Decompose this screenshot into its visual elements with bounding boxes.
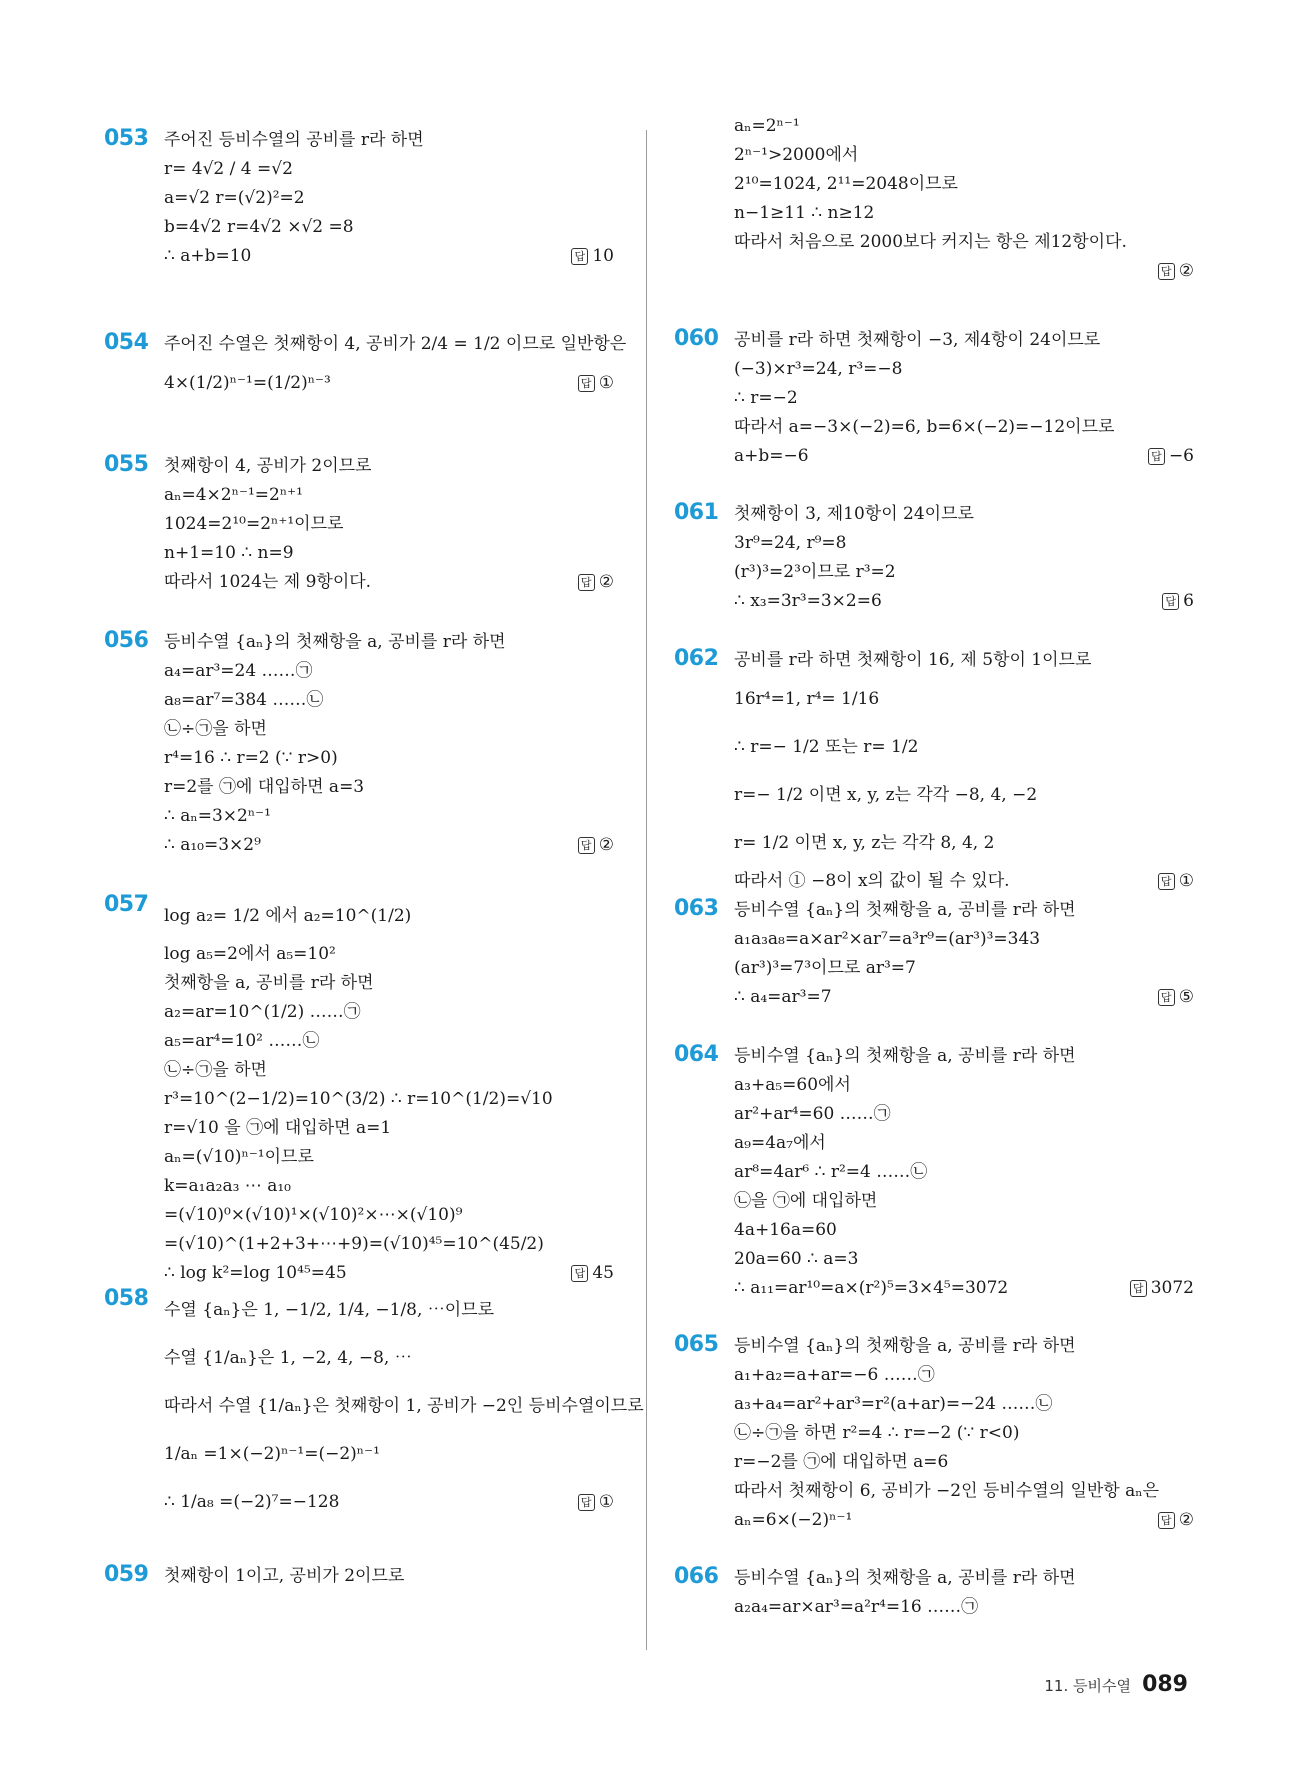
problem-number: 058 [104,1286,149,1311]
answer-value: ② [1178,261,1194,281]
solution-line [734,141,1194,170]
solution-text: r=2를 ㉠에 대입하면 a=3 [164,777,365,797]
solution-text: a₁a₃a₈=a×ar²×ar⁷=a³r⁹=(ar³)³=343 [734,929,1041,949]
problem-number: 063 [674,896,719,921]
solution-text: n+1=10 ∴ n=9 [164,543,294,563]
solution-line [734,257,1194,286]
answer-badge-icon: 답 [571,248,588,265]
solution-text: a₄=ar³=24 ……㉠ [164,661,313,681]
solution-text: a₅=ar⁴=10² ……㉡ [164,1031,320,1051]
solution-text: 1/aₙ =1×(−2)ⁿ⁻¹=(−2)ⁿ⁻¹ [164,1444,380,1464]
solution-text: ∴ a+b=10 [164,246,252,266]
answer-badge-icon: 답 [571,1265,588,1282]
solution-text: 첫째항을 a, 공비를 r라 하면 [164,973,374,993]
solution-line [734,326,1194,355]
solution-line [734,1071,1194,1100]
solution-text: 따라서 수열 {1/aₙ}은 첫째항이 1, 공비가 −2인 등비수열이므로 [164,1396,644,1416]
solution-line [734,983,1194,1012]
solution-line [164,126,614,155]
problem-number: 064 [674,1042,719,1067]
solution-line [164,1201,614,1230]
answer-value: 3072 [1150,1278,1194,1298]
solution-line [164,657,614,686]
solution-line [734,819,1194,867]
solution-text: r³=10^(2−1/2)=10^(3/2) ∴ r=10^(1/2)=√10 [164,1089,553,1109]
solution-text: r⁴=16 ∴ r=2 (∵ r>0) [164,748,338,768]
problem-number: 066 [674,1564,719,1589]
solution-line [164,892,614,940]
problem-number: 057 [104,892,149,917]
solution-text: 3r⁹=24, r⁹=8 [734,533,847,553]
solution-text: ㉡÷㉠을 하면 [164,719,267,739]
problem-number: 061 [674,500,719,525]
solution-text: r=−2를 ㉠에 대입하면 a=6 [734,1452,949,1472]
solution-line [734,529,1194,558]
solution-lines [734,896,1194,1012]
solution-text: aₙ=(√10)ⁿ⁻¹이므로 [164,1147,314,1167]
solution-text: log a₅=2에서 a₅=10² [164,944,336,964]
solution-line [734,1419,1194,1448]
solution-text: ∴ r=−2 [734,388,798,408]
solution-line [164,1478,614,1526]
answer [1130,1274,1194,1303]
problem-p064 [674,1042,1194,1303]
answer-value: 6 [1183,591,1194,611]
solution-text: ∴ aₙ=3×2ⁿ⁻¹ [164,806,271,826]
solution-lines [164,452,614,597]
solution-line [164,568,614,597]
solution-text: 공비를 r라 하면 첫째항이 −3, 제4항이 24이므로 [734,330,1101,350]
answer-value: ② [1178,1510,1194,1530]
answer-badge-icon: 답 [1158,873,1175,890]
answer-value: 45 [592,1263,614,1283]
problem-p054 [104,330,627,407]
solution-lines [734,500,1194,616]
solution-line [734,1245,1194,1274]
solution-line [164,213,614,242]
solution-line [734,1361,1194,1390]
solution-line [164,539,614,568]
solution-line [734,1448,1194,1477]
solution-line [734,1593,1194,1622]
solution-line [164,1114,614,1143]
solution-line [164,510,614,539]
solution-text: 수열 {1/aₙ}은 1, −2, 4, −8, ⋯ [164,1348,412,1368]
solution-line [734,442,1194,471]
solution-text: =(√10)^(1+2+3+⋯+9)=(√10)⁴⁵=10^(45/2) [164,1234,544,1254]
solution-lines [164,126,614,271]
solution-text: r= 1/2 이면 x, y, z는 각각 8, 4, 2 [734,833,995,853]
solution-lines [164,1286,644,1526]
solution-line [734,558,1194,587]
solution-line [164,686,614,715]
solution-line [734,867,1194,896]
answer-badge-icon: 답 [1158,989,1175,1006]
solution-line [164,330,627,359]
solution-line [164,628,614,657]
solution-lines [734,1332,1194,1535]
answer-value: ① [598,373,614,393]
solution-line [734,199,1194,228]
solution-line [734,675,1194,723]
solution-line [734,1390,1194,1419]
solution-line [734,1100,1194,1129]
problem-p055 [104,452,614,597]
solution-line [734,896,1194,925]
solution-text: 2¹⁰=1024, 2¹¹=2048이므로 [734,174,958,194]
solution-text: ㉡÷㉠을 하면 [164,1060,267,1080]
solution-line [734,500,1194,529]
solution-text: a₂a₄=ar×ar³=a²r⁴=16 ……㉠ [734,1597,979,1617]
solution-text: 등비수열 {aₙ}의 첫째항을 a, 공비를 r라 하면 [734,1046,1076,1066]
solution-text: a₈=ar⁷=384 ……㉡ [164,690,324,710]
solution-text: a₁+a₂=a+ar=−6 ……㉠ [734,1365,935,1385]
solution-line [734,587,1194,616]
answer-badge-icon: 답 [578,375,595,392]
answer-value: 10 [592,246,614,266]
solution-line [164,802,614,831]
solution-line [734,355,1194,384]
problem-number: 056 [104,628,149,653]
solution-line [164,1230,614,1259]
solution-line [164,998,614,1027]
problem-p057 [104,892,614,1288]
solution-text: ∴ log k²=log 10⁴⁵=45 [164,1263,347,1283]
solution-lines [164,330,627,407]
solution-text: r=√10 을 ㉠에 대입하면 a=1 [164,1118,392,1138]
answer [571,242,614,271]
solution-line [734,954,1194,983]
problem-number: 055 [104,452,149,477]
solution-line [164,1027,614,1056]
solution-line [164,1334,614,1382]
solution-text: ar⁸=4ar⁶ ∴ r²=4 ……㉡ [734,1162,928,1182]
answer [1162,587,1194,616]
solution-text: n−1≥11 ∴ n≥12 [734,203,875,223]
problem-p059 [104,1562,614,1591]
solution-text: 수열 {aₙ}은 1, −1/2, 1/4, −1/8, ⋯이므로 [164,1300,495,1320]
solution-line [734,1158,1194,1187]
solution-text: k=a₁a₂a₃ ⋯ a₁₀ [164,1176,291,1196]
problem-p058 [104,1286,644,1526]
problem-number: 059 [104,1562,149,1587]
solution-lines [734,326,1194,471]
answer [1158,1506,1194,1535]
answer [578,831,614,860]
solution-lines [164,1562,614,1591]
solution-text: 따라서 a=−3×(−2)=6, b=6×(−2)=−12이므로 [734,417,1115,437]
solution-line [734,771,1194,819]
solution-text: =(√10)⁰×(√10)¹×(√10)²×⋯×(√10)⁹ [164,1205,463,1225]
page-footer [1044,1672,1188,1697]
solution-lines [734,1564,1194,1622]
solution-line [734,413,1194,442]
solution-line [734,112,1194,141]
solution-text: a₃+a₄=ar²+ar³=r²(a+ar)=−24 ……㉡ [734,1394,1053,1414]
solution-text: aₙ=4×2ⁿ⁻¹=2ⁿ⁺¹ [164,485,303,505]
solution-lines [734,646,1194,896]
solution-text: 주어진 수열은 첫째항이 4, 공비가 2/4 = 1/2 이므로 일반항은 [164,334,627,354]
problem-number: 065 [674,1332,719,1357]
answer-badge-icon: 답 [1162,593,1179,610]
solution-line [734,1129,1194,1158]
problem-p056 [104,628,614,860]
solution-text: 2ⁿ⁻¹>2000에서 [734,145,859,165]
solution-line [734,1042,1194,1071]
solution-text: 16r⁴=1, r⁴= 1/16 [734,689,880,709]
solution-text: ㉡을 ㉠에 대입하면 [734,1191,878,1211]
solution-lines [164,628,614,860]
solution-line [164,1143,614,1172]
solution-text: 1024=2¹⁰=2ⁿ⁺¹이므로 [164,514,344,534]
solution-text: r= 4√2 / 4 =√2 [164,159,293,179]
problem-number: 060 [674,326,719,351]
problem-p061 [674,500,1194,616]
solution-line [164,744,614,773]
problem-number: 053 [104,126,149,151]
problem-number: 054 [104,330,149,355]
solution-text: ∴ a₁₁=ar¹⁰=a×(r²)⁵=3×4⁵=3072 [734,1278,1009,1298]
solution-text: 따라서 처음으로 2000보다 커지는 항은 제12항이다. [734,232,1127,252]
solution-line [164,1286,614,1334]
solution-line [164,1430,614,1478]
solution-line [734,1216,1194,1245]
problem-p060 [674,326,1194,471]
answer [1158,867,1194,896]
answer-badge-icon: 답 [1148,448,1165,465]
answer [578,359,614,407]
solution-text: 등비수열 {aₙ}의 첫째항을 a, 공비를 r라 하면 [734,1336,1076,1356]
solution-line [164,773,614,802]
chapter-label: 11. 등비수열 [1044,1677,1131,1695]
solution-text: a₃+a₅=60에서 [734,1075,851,1095]
solution-text: 공비를 r라 하면 첫째항이 16, 제 5항이 1이므로 [734,650,1092,670]
solution-text: (ar³)³=7³이므로 ar³=7 [734,958,916,978]
solution-text: 20a=60 ∴ a=3 [734,1249,859,1269]
answer [578,1478,614,1526]
solution-line [164,1056,614,1085]
solution-line [164,1259,614,1288]
answer [1148,442,1194,471]
solution-line [164,184,614,213]
solution-text: 따라서 1024는 제 9항이다. [164,572,372,592]
solution-text: ∴ a₁₀=3×2⁹ [164,835,261,855]
problem-p065 [674,1332,1194,1535]
solution-line [164,481,614,510]
solution-text: 등비수열 {aₙ}의 첫째항을 a, 공비를 r라 하면 [734,1568,1076,1588]
answer-badge-icon: 답 [1130,1280,1147,1297]
solution-text: a=√2 r=(√2)²=2 [164,188,305,208]
solution-text: a+b=−6 [734,446,809,466]
solution-text: ∴ x₃=3r³=3×2=6 [734,591,882,611]
solution-text: (r³)³=2³이므로 r³=2 [734,562,896,582]
solution-text: ∴ 1/a₈ =(−2)⁷=−128 [164,1492,340,1512]
solution-text: 등비수열 {aₙ}의 첫째항을 a, 공비를 r라 하면 [734,900,1076,920]
solution-line [164,1172,614,1201]
answer-value: ① [598,1492,614,1512]
solution-text: 첫째항이 3, 제10항이 24이므로 [734,504,974,524]
answer-badge-icon: 답 [578,837,595,854]
solution-lines [164,892,614,1288]
answer-value: ② [598,572,614,592]
solution-text: b=4√2 r=4√2 ×√2 =8 [164,217,354,237]
solution-line [164,831,614,860]
solution-line [164,359,614,407]
solution-line [164,1562,614,1591]
solution-text: 4a+16a=60 [734,1220,837,1240]
solution-line [734,1506,1194,1535]
page-number: 089 [1142,1672,1188,1697]
solution-line [164,155,614,184]
problem-p059b [674,112,1194,286]
column-divider [646,130,647,1650]
answer [1158,983,1194,1012]
solution-line [164,1382,644,1430]
answer-value: ⑤ [1178,987,1194,1007]
problem-number: 062 [674,646,719,671]
solution-line [734,170,1194,199]
solution-lines [734,1042,1194,1303]
solution-text: 등비수열 {aₙ}의 첫째항을 a, 공비를 r라 하면 [164,632,506,652]
solution-text: a₂=ar=10^(1/2) ……㉠ [164,1002,361,1022]
solution-text: aₙ=2ⁿ⁻¹ [734,116,800,136]
solution-line [734,1187,1194,1216]
solution-text: ar²+ar⁴=60 ……㉠ [734,1104,891,1124]
solution-line [734,925,1194,954]
solution-text: 따라서 첫째항이 6, 공비가 −2인 등비수열의 일반항 aₙ은 [734,1481,1160,1501]
solution-text: ∴ r=− 1/2 또는 r= 1/2 [734,737,919,757]
solution-text: aₙ=6×(−2)ⁿ⁻¹ [734,1510,853,1530]
answer-value: −6 [1168,446,1194,466]
solution-text: ∴ a₄=ar³=7 [734,987,832,1007]
solution-text: 주어진 등비수열의 공비를 r라 하면 [164,130,424,150]
answer-badge-icon: 답 [1158,1512,1175,1529]
solution-text: ㉡÷㉠을 하면 r²=4 ∴ r=−2 (∵ r<0) [734,1423,1020,1443]
solution-line [164,1085,614,1114]
solution-text: 따라서 ① −8이 x의 값이 될 수 있다. [734,871,1010,891]
answer-badge-icon: 답 [578,574,595,591]
answer-badge-icon: 답 [1158,263,1175,280]
solution-line [734,1564,1194,1593]
solution-line [734,1274,1194,1303]
answer-value: ① [1178,871,1194,891]
solution-text: 첫째항이 4, 공비가 2이므로 [164,456,372,476]
solution-line [734,384,1194,413]
problem-p066 [674,1564,1194,1622]
solution-line [734,1332,1194,1361]
answer [571,1259,614,1288]
solution-line [164,242,614,271]
solution-line [734,646,1194,675]
problem-p062 [674,646,1194,896]
answer [1158,257,1194,286]
solution-line [734,228,1194,257]
solution-text: 4×(1/2)ⁿ⁻¹=(1/2)ⁿ⁻³ [164,373,331,393]
solution-line [164,452,614,481]
solution-text: log a₂= 1/2 에서 a₂=10^(1/2) [164,906,412,926]
problem-p053 [104,126,614,271]
solution-lines [734,112,1194,286]
solution-text: r=− 1/2 이면 x, y, z는 각각 −8, 4, −2 [734,785,1038,805]
solution-text: 첫째항이 1이고, 공비가 2이므로 [164,1566,405,1586]
solution-line [164,940,614,969]
solution-line [164,715,614,744]
problem-p063 [674,896,1194,1012]
solution-line [734,1477,1194,1506]
solution-text: a₉=4a₇에서 [734,1133,826,1153]
solution-line [164,969,614,998]
solution-text: (−3)×r³=24, r³=−8 [734,359,903,379]
answer-badge-icon: 답 [578,1494,595,1511]
answer [578,568,614,597]
answer-value: ② [598,835,614,855]
solution-line [734,723,1194,771]
